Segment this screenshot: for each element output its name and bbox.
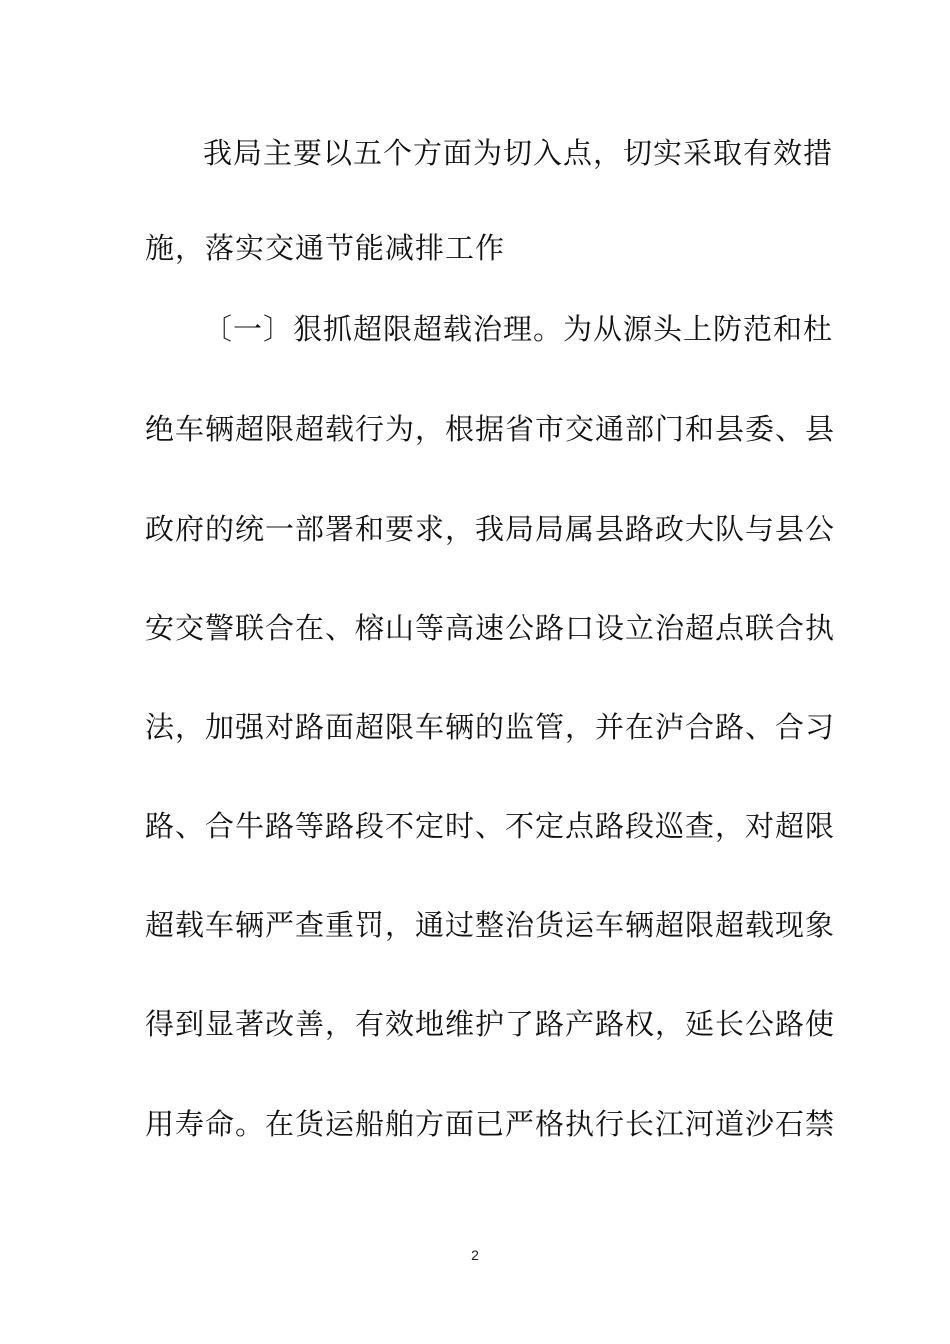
paragraph-1-line-1: 我局主要以五个方面为切入点，切实采取有效措 bbox=[203, 136, 834, 170]
paragraph-2-line-1: 〔一〕狠抓超限超载治理。为从源头上防范和杜 bbox=[203, 312, 834, 346]
paragraph-2-line-6: 路、合牛路等路段不定时、不定点路段巡查，对超限 bbox=[145, 809, 836, 843]
paragraph-2-line-8: 得到显著改善，有效地维护了路产路权，延长公路使 bbox=[145, 1007, 836, 1041]
page-number: 2 bbox=[471, 1247, 479, 1263]
paragraph-1-line-2: 施，落实交通节能减排工作 bbox=[145, 231, 506, 265]
paragraph-2-line-9: 用寿命。在货运船舶方面已严格执行长江河道沙石禁 bbox=[145, 1107, 836, 1141]
paragraph-2-line-7: 超载车辆严查重罚，通过整治货运车辆超限超载现象 bbox=[145, 908, 836, 942]
paragraph-2-line-3: 政府的统一部署和要求，我局局属县路政大队与县公 bbox=[145, 512, 836, 546]
paragraph-2-line-5: 法，加强对路面超限车辆的监管，并在泸合路、合习 bbox=[145, 710, 836, 744]
paragraph-2-line-4: 安交警联合在、榕山等高速公路口设立治超点联合执 bbox=[145, 611, 836, 645]
paragraph-2-line-2: 绝车辆超限超载行为，根据省市交通部门和县委、县 bbox=[145, 412, 836, 446]
